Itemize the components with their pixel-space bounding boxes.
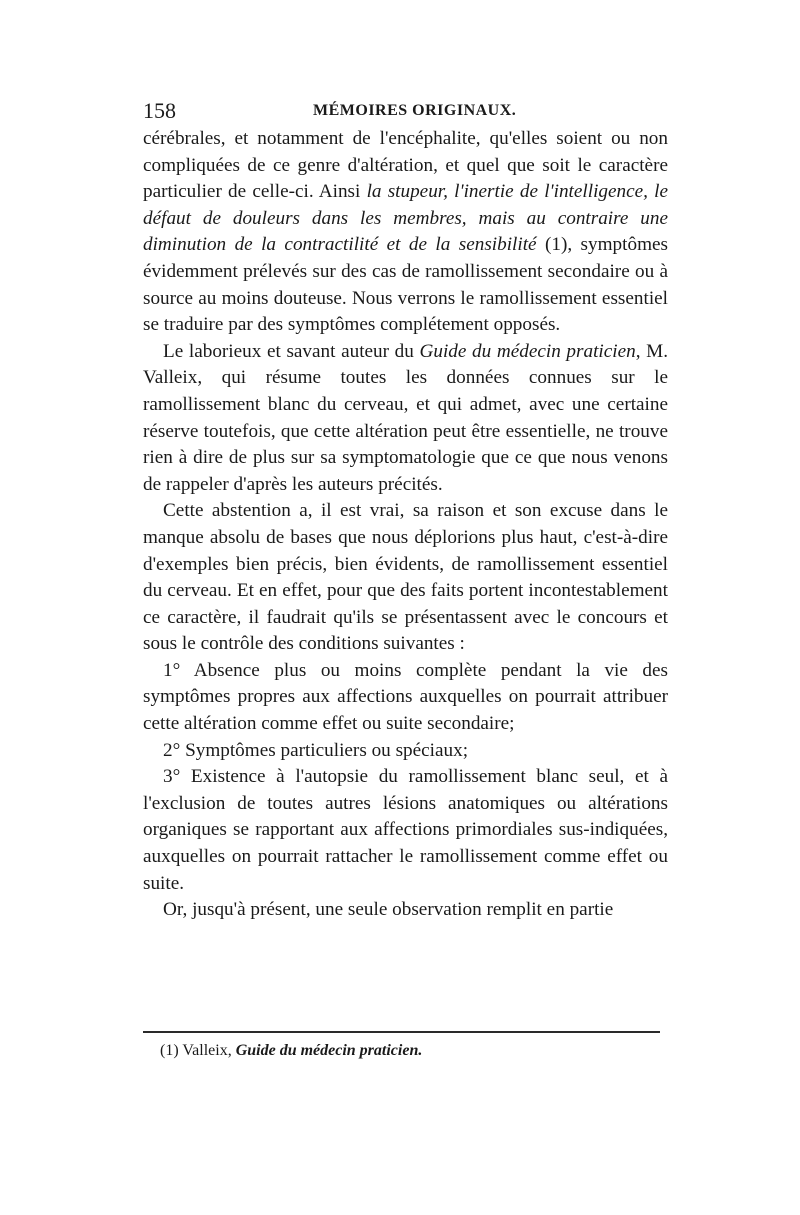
condition-item-1: [143, 658, 668, 738]
text-run: Or, jusqu'à présent, une seule observation remplit en partie: [163, 899, 614, 921]
text-run: Cette abstention a, il est vrai, sa raison et son excuse dans le manque absolu de bases que nous déplorions plus haut, c'est-à-dire d'exemples bien précis, bien évidents, de ramollissement essentiel du cerveau. Et en effet, pour que des faits portent incontestablement ce caractère, il faudrait qu'ils se présentassent avec le concours et sous le contrôle des conditions suivantes :: [143, 500, 668, 655]
condition-item-3: [143, 764, 668, 897]
paragraph-valleix: [143, 339, 668, 499]
text-run: , M. Valleix, qui résume toutes les données connues sur le ramollissement blanc du cerveau, et qui admet, avec une certaine réserve toutefois, que cette altération peut être essentielle, ne trouve rien à dire de plus sur sa symptomatologie que ce que nous venons de rappeler d'après les auteurs précités.: [143, 340, 668, 495]
footnote-marker: (1) Valleix,: [160, 1042, 236, 1059]
footnote-title: Guide du médecin praticien.: [235, 1042, 423, 1059]
paragraph-continuation: [143, 126, 668, 339]
text-run: 3° Existence à l'autopsie du ramollissement blanc seul, et à l'exclusion de toutes autres lésions anatomiques ou altérations organiques se rapportant aux affections primordiales sus-indiquées, auxquelles on pourrait rattacher le ramollissement comme effet ou suite.: [143, 766, 668, 894]
italic-phrase: Guide du médecin praticien: [419, 340, 636, 362]
running-head: MÉMOIRES ORIGINAUX.: [313, 102, 517, 119]
footnote-divider: [143, 1031, 660, 1033]
page-header: [143, 96, 668, 126]
page-number: 158: [143, 98, 176, 123]
text-run: Le laborieux et savant auteur du: [163, 340, 420, 362]
text-run: 1° Absence plus ou moins complète pendant la vie des symptômes propres aux affections auxquelles on pourrait attribuer cette altération comme effet ou suite secondaire;: [143, 659, 668, 735]
paragraph-abstention: [143, 498, 668, 658]
text-run: 2° Symptômes particuliers ou spéciaux;: [163, 739, 469, 761]
text-run: cérébrales, et notamment de l'encéphalite, qu'elles soient ou non compliquées de ce genre d'altération, et quel que soit le caractère particulier de celle-ci. Ainsi: [143, 128, 668, 203]
footnote: [160, 1040, 660, 1062]
paragraph-final: [143, 897, 668, 924]
italic-phrase: la stupeur, l'inertie de l'intelligence, le défaut de douleurs dans les membres, mais au contraire une diminution de la contractilité et de la sensibilité: [143, 181, 668, 256]
text-run: (1), symptômes évidemment prélevés sur des cas de ramollissement secondaire ou à source au moins douteuse. Nous verrons le ramollissement essentiel se traduire par des symptômes complétement opposés.: [143, 234, 668, 336]
condition-item-2: [143, 738, 668, 765]
body-text: [143, 126, 668, 924]
